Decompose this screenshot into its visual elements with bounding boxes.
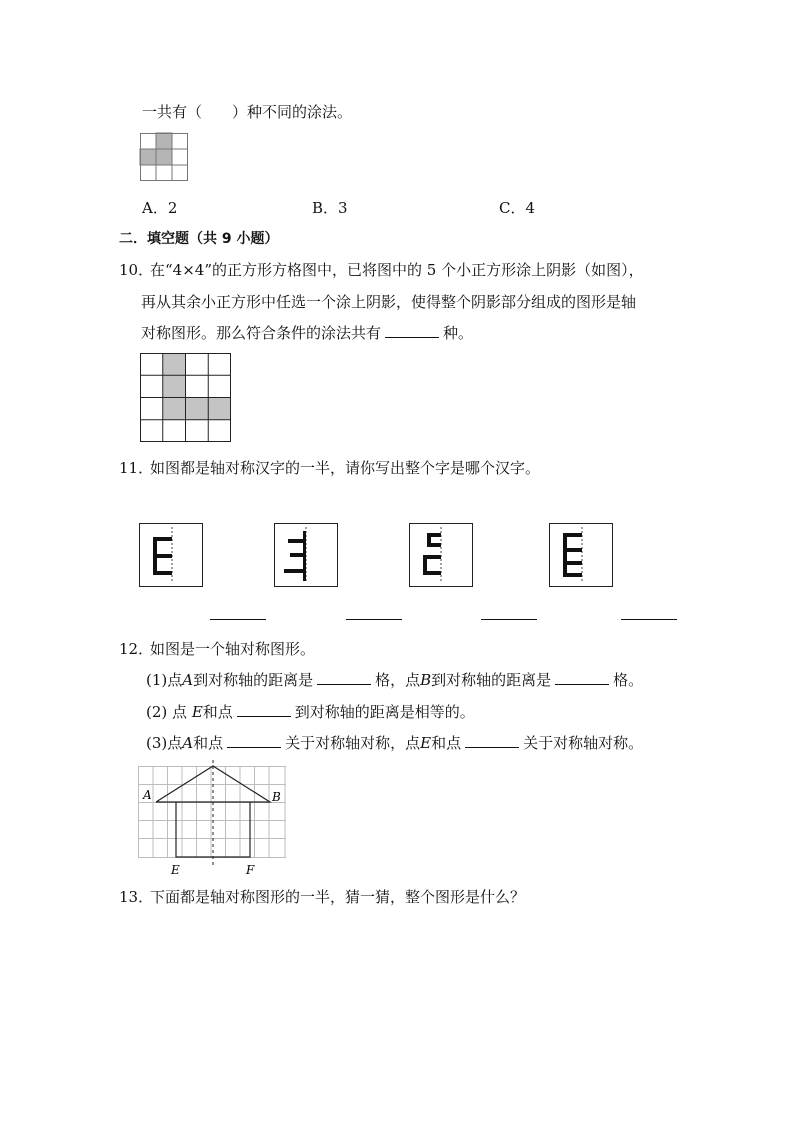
q10-answer-blank[interactable] — [385, 336, 439, 338]
q13-number: 13． — [119, 888, 154, 906]
q10-number: 10． — [119, 261, 154, 279]
q12-part2: (2) 点 E和点 到对称轴的距离是相等的。 — [146, 703, 475, 721]
q11-answer-blank-3[interactable] — [481, 619, 537, 620]
q10-line3-tail: 种。 — [443, 324, 474, 342]
point-label-e: E — [171, 863, 180, 877]
q10-line2: 再从其余小正方形中任选一个涂上阴影，使得整个阴影部分组成的图形是轴 — [141, 293, 637, 311]
q11-number: 11． — [119, 459, 154, 477]
q11-text: 如图都是轴对称汉字的一半，请你写出整个字是哪个汉字。 — [150, 459, 541, 477]
half-char-box-1 — [139, 523, 203, 587]
q9-text: 一共有（ ）种不同的涂法。 — [142, 103, 353, 121]
q12-part1: (1)点A到对称轴的距离是 格，点B到对称轴的距离是 格。 — [146, 671, 644, 689]
q12-blank-5[interactable] — [465, 746, 519, 748]
half-char-box-3 — [409, 523, 473, 587]
q12-number: 12． — [119, 640, 154, 658]
q12-part3: (3)点A和点 关于对称轴对称，点E和点 关于对称轴对称。 — [146, 734, 644, 752]
shaded-cell — [156, 133, 172, 149]
q12-house-figure — [138, 766, 286, 878]
q9-option-b[interactable]: B．3 — [312, 199, 348, 217]
q10-grid-figure — [140, 353, 231, 442]
q11-answer-blank-2[interactable] — [346, 619, 402, 620]
q12-blank-4[interactable] — [227, 746, 281, 748]
q11-answer-blank-4[interactable] — [621, 619, 677, 620]
q12-blank-2[interactable] — [555, 683, 609, 685]
q9-option-a[interactable]: A．2 — [142, 199, 178, 217]
q10-line3: 对称图形。那么符合条件的涂法共有 — [141, 324, 382, 342]
point-label-f: F — [246, 863, 255, 877]
q12-blank-1[interactable] — [317, 683, 371, 685]
half-char-box-2 — [274, 523, 338, 587]
q13-text: 下面都是轴对称图形的一半，猜一猜，整个图形是什么？ — [150, 888, 526, 906]
q9-option-c[interactable]: C．4 — [499, 199, 536, 217]
q10-line1: 在“4×4”的正方形方格图中，已将图中的 5 个小正方形涂上阴影（如图）， — [150, 261, 644, 279]
q12-blank-3[interactable] — [237, 715, 291, 717]
q9-grid-figure — [140, 133, 188, 181]
shaded-cell — [140, 149, 156, 165]
point-label-b: B — [272, 790, 281, 804]
q11-answer-blank-1[interactable] — [210, 619, 266, 620]
q12-text: 如图是一个轴对称图形。 — [150, 640, 316, 658]
shaded-cell — [156, 149, 172, 165]
half-char-box-4 — [549, 523, 613, 587]
section-heading: 二．填空题（共 9 小题） — [119, 231, 279, 247]
point-label-a: A — [143, 788, 152, 802]
